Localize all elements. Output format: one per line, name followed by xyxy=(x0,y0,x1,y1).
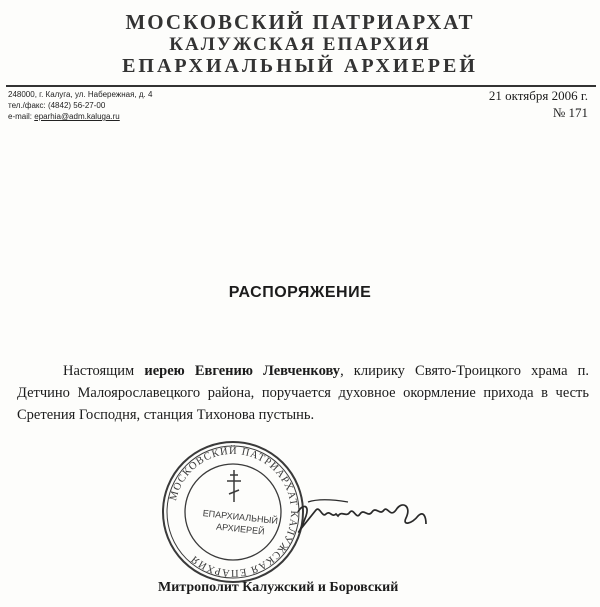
stamp-ring-text: МОСКОВСКИЙ ПАТРИАРХАТ КАЛУЖСКАЯ ЕПАРХИЯ xyxy=(168,445,300,579)
header-line-bishop: ЕПАРХИАЛЬНЫЙ АРХИЕРЕЙ xyxy=(122,55,478,77)
address-street: 248000, г. Калуга, ул. Набережная, д. 4 xyxy=(8,90,153,99)
stamp-center-line1: ЕПАРХИАЛЬНЫЙ xyxy=(202,508,279,526)
official-stamp xyxy=(163,442,303,582)
body-intro: Настоящим xyxy=(63,363,145,379)
orthodox-cross-icon xyxy=(227,470,241,502)
address-block xyxy=(8,89,152,122)
document-body xyxy=(17,360,589,426)
header-line-patriarchate: МОСКОВСКИЙ ПАТРИАРХАТ xyxy=(125,10,475,34)
body-addressee: иерею Евгению Левченкову xyxy=(144,363,341,379)
stamp-center-line2: АРХИЕРЕЙ xyxy=(215,521,265,537)
body-text: , клирику Свято-Троицкого храма п. Детчино Малоярославецкого района, поручается духовное окормление прихода в честь Сретения Господня, станция Тихонова пустынь. xyxy=(17,363,590,423)
email-label: e-mail: xyxy=(8,112,33,121)
signatory-title: Митрополит Калужский и Боровский xyxy=(158,580,399,595)
date-block xyxy=(489,87,588,121)
stamp-and-signature xyxy=(150,440,440,586)
document-number: № 171 xyxy=(552,105,588,120)
signature-stroke xyxy=(308,500,348,502)
address-phone: тел./факс: (4842) 56-27-00 xyxy=(8,101,106,110)
email-link[interactable]: eparhia@adm.kaluga.ru xyxy=(34,112,120,121)
document-date: 21 октября 2006 г. xyxy=(488,88,588,103)
handwritten-signature xyxy=(298,505,426,532)
document-title: РАСПОРЯЖЕНИЕ xyxy=(228,284,372,301)
header-line-eparchy: КАЛУЖСКАЯ ЕПАРХИЯ xyxy=(169,34,431,55)
address-email-row xyxy=(8,111,152,122)
